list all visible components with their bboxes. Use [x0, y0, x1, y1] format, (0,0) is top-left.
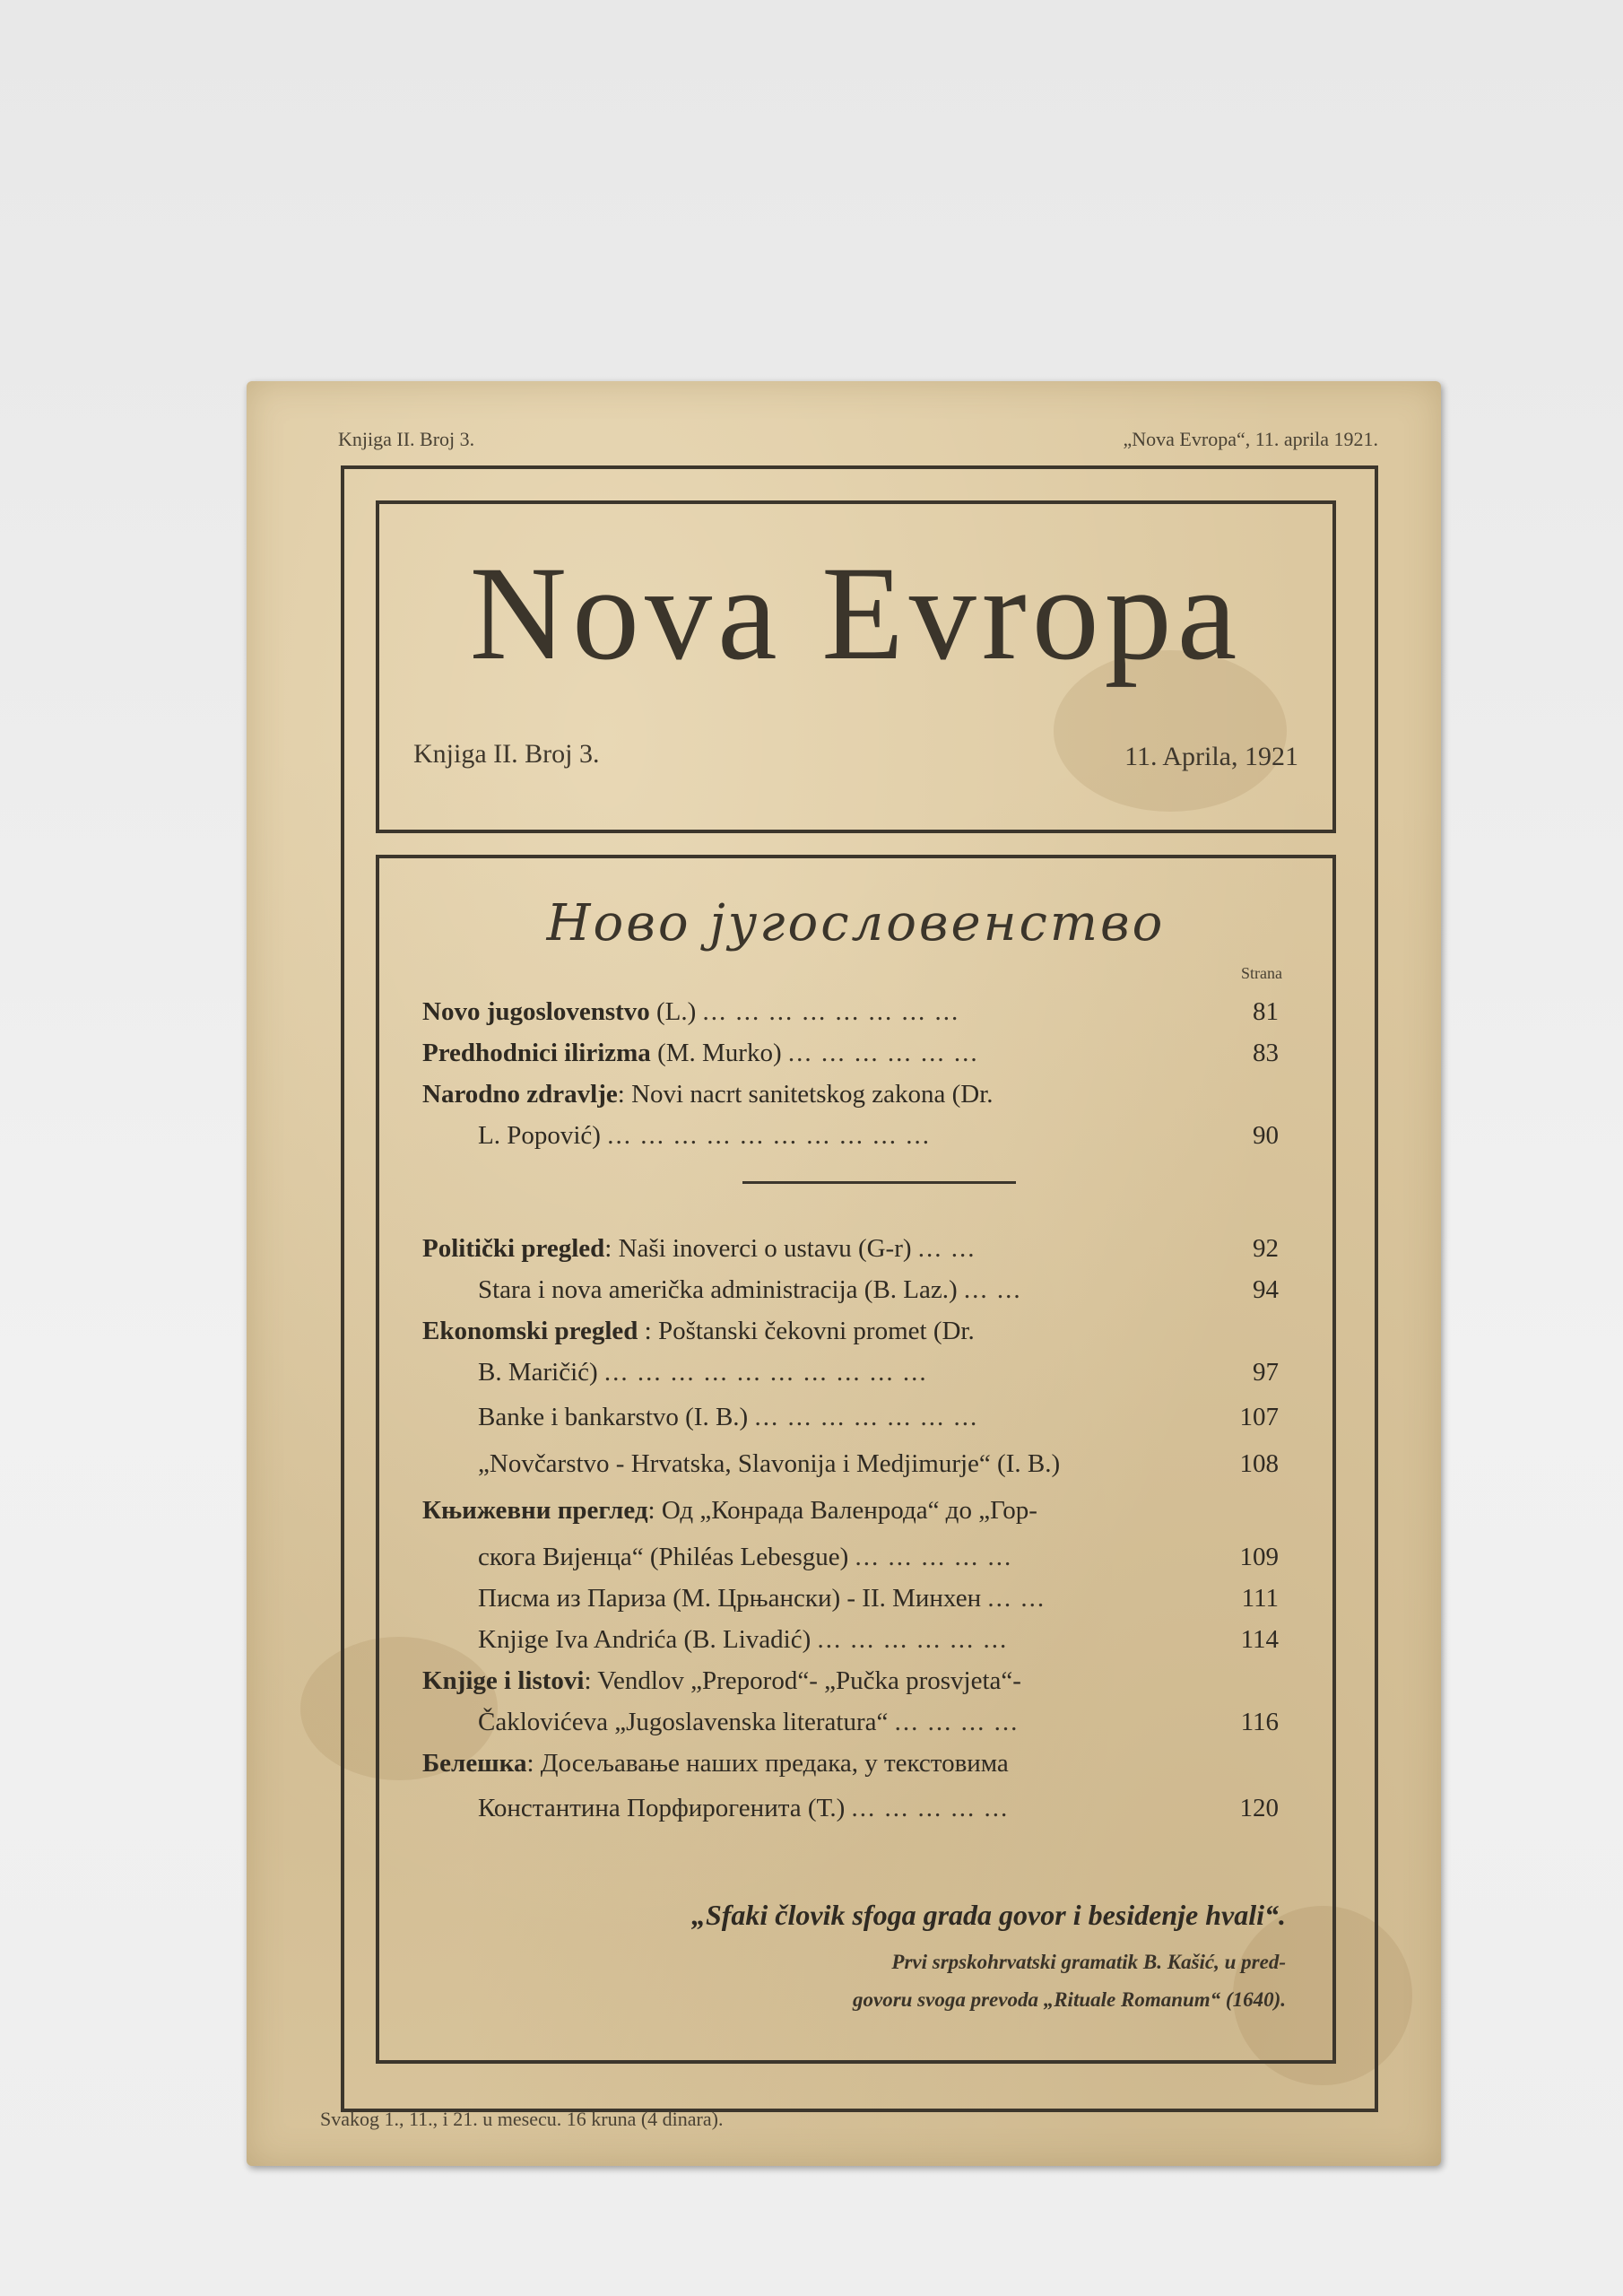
page-column-label: Strana — [1241, 964, 1282, 982]
toc-page-number: 111 — [1241, 1584, 1279, 1613]
toc-page-number: 83 — [1253, 1039, 1279, 1067]
toc-page-number: 90 — [1253, 1121, 1279, 1150]
motto-quote: „Sfaki človik sfoga grada govor i besidenje hvali“. — [690, 1899, 1286, 1931]
toc-entry: Knjige i listovi: Vendlov „Preporod“- „Pučka prosvjeta“- — [422, 1666, 1021, 1695]
toc-entry: Писма из Париза (М. Црњански) - II. Минхен ... ... 111 — [422, 1578, 1279, 1619]
toc-entry: Константина Порфирогенита (Т.) ... ... ... ... ... 120 — [422, 1787, 1279, 1829]
toc-entry: B. Maričić) ... ... ... ... ... ... ... ... ... ... 97 — [422, 1352, 1279, 1393]
masthead-issue: Knjiga II. Broj 3. — [413, 739, 600, 769]
magazine-cover — [247, 381, 1441, 2166]
toc-entry: Čaklovićeva „Jugoslavenska literatura“ ... ... ... ... 116 — [422, 1701, 1279, 1743]
toc-entry: Politički pregled: Naši inoverci o ustavu (G-r) ... ... 92 — [422, 1228, 1279, 1269]
motto-credit — [568, 1944, 1286, 2019]
masthead-date: 11. Aprila, 1921 — [1124, 742, 1298, 771]
toc-entry: L. Popović) ... ... ... ... ... ... ... ... ... ... 90 — [422, 1115, 1279, 1156]
toc-entry: Књижевни преглед: Од „Конрада Валенрода“ до „Гор- — [422, 1496, 1037, 1525]
outer-frame — [341, 465, 1378, 2112]
contents-box — [376, 855, 1336, 2064]
toc-page-number: 114 — [1240, 1625, 1279, 1654]
toc-heading: Ново југословенство — [546, 894, 1166, 952]
toc-page-number: 109 — [1239, 1543, 1279, 1571]
toc-page-number: 97 — [1253, 1358, 1279, 1387]
motto-credit-line: govoru svoga prevoda „Rituale Romanum“ (1640). — [852, 1988, 1286, 2011]
toc-entry: Stara i nova američka administracija (B. Laz.) ... ... 94 — [422, 1269, 1279, 1310]
toc-page-number: 107 — [1239, 1403, 1279, 1431]
footer-publication-note: Svakog 1., 11., i 21. u mesecu. 16 kruna (4 dinara). — [320, 2108, 724, 2130]
toc-entry: Banke i bankarstvo (I. B.) ... ... ... ... ... ... ... 107 — [422, 1396, 1279, 1438]
section-divider — [742, 1181, 1016, 1184]
toc-page-number: 120 — [1239, 1794, 1279, 1822]
masthead-title: Nova Evropa — [469, 539, 1243, 688]
motto-credit-line: Prvi srpskohrvatski gramatik B. Kašić, u pred- — [891, 1951, 1286, 1973]
toc-entry: „Novčarstvo - Hrvatska, Slavonija i Medjimurje“ (I. B.) 108 — [422, 1443, 1279, 1484]
toc-page-number: 94 — [1253, 1275, 1279, 1304]
toc-entry: Novo jugoslovenstvo (L.) ... ... ... ... ... ... ... ... 81 — [422, 991, 1279, 1032]
running-head-date: „Nova Evropa“, 11. aprila 1921. — [1123, 428, 1378, 450]
toc-entry: Narodno zdravlje: Novi nacrt sanitetskog zakona (Dr. — [422, 1080, 994, 1109]
toc-page-number: 81 — [1253, 997, 1279, 1026]
toc-entry: Knjige Iva Andrića (B. Livadić) ... ... ... ... ... ... 114 — [422, 1619, 1279, 1660]
toc-page-number: 108 — [1239, 1449, 1279, 1478]
running-head-issue: Knjiga II. Broj 3. — [338, 428, 475, 450]
toc-entry: Predhodnici ilirizma (M. Murko) ... ... ... ... ... ... 83 — [422, 1032, 1279, 1074]
toc-page-number: 92 — [1253, 1234, 1279, 1263]
toc-entry: скога Вијенца“ (Philéas Lebesgue) ... ... ... ... ... 109 — [422, 1536, 1279, 1578]
toc-page-number: 116 — [1240, 1708, 1279, 1736]
title-box — [376, 500, 1336, 833]
toc-entry: Белешка: Досељавање наших предака, у текстовима — [422, 1749, 1009, 1778]
toc-entry: Ekonomski pregled : Poštanski čekovni promet (Dr. — [422, 1317, 975, 1345]
